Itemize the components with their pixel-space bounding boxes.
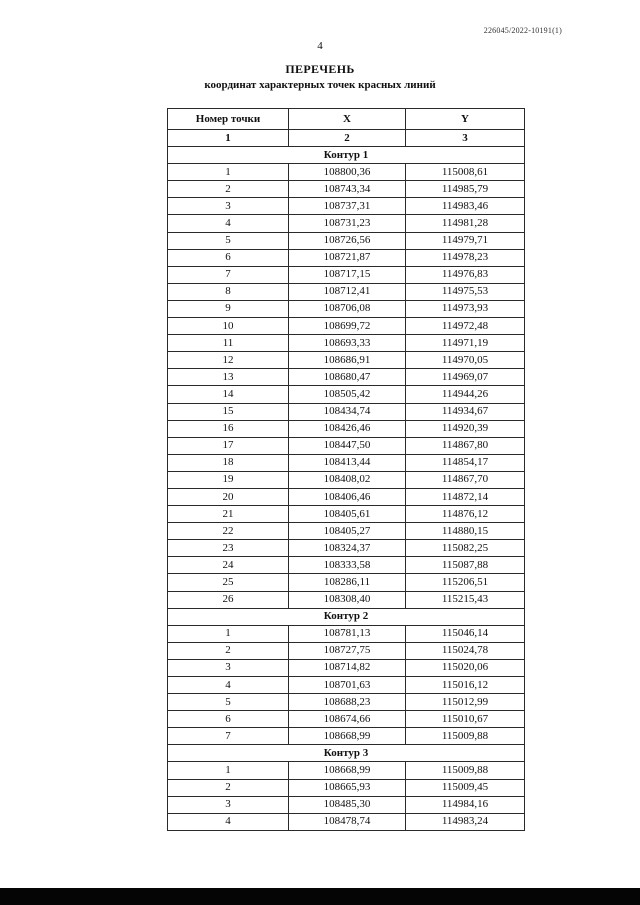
y-coordinate-cell: 114969,07 xyxy=(406,369,525,386)
y-coordinate-cell: 114920,39 xyxy=(406,420,525,437)
y-coordinate-cell: 114944,26 xyxy=(406,386,525,403)
y-coordinate-cell: 115009,88 xyxy=(406,762,525,779)
x-coordinate-cell: 108286,11 xyxy=(289,574,406,591)
x-coordinate-cell: 108408,02 xyxy=(289,471,406,488)
x-coordinate-cell: 108693,33 xyxy=(289,335,406,352)
table-row xyxy=(168,369,525,386)
y-coordinate-cell: 115020,06 xyxy=(406,659,525,676)
contour-label: Контур 2 xyxy=(168,608,525,625)
table-row xyxy=(168,762,525,779)
x-coordinate-cell: 108800,36 xyxy=(289,164,406,181)
x-coordinate-cell: 108714,82 xyxy=(289,659,406,676)
x-coordinate-cell: 108731,23 xyxy=(289,215,406,232)
y-coordinate-cell: 115046,14 xyxy=(406,625,525,642)
table-row xyxy=(168,437,525,454)
point-number-cell: 8 xyxy=(168,283,289,300)
x-coordinate-cell: 108405,61 xyxy=(289,506,406,523)
x-coordinate-cell: 108324,37 xyxy=(289,540,406,557)
x-coordinate-cell: 108434,74 xyxy=(289,403,406,420)
point-number-cell: 23 xyxy=(168,540,289,557)
y-coordinate-cell: 114972,48 xyxy=(406,318,525,335)
contour-label: Контур 3 xyxy=(168,745,525,762)
y-coordinate-cell: 114984,16 xyxy=(406,796,525,813)
point-number-cell: 26 xyxy=(168,591,289,608)
table-row xyxy=(168,813,525,830)
point-number-cell: 3 xyxy=(168,796,289,813)
y-coordinate-cell: 115087,88 xyxy=(406,557,525,574)
point-number-cell: 4 xyxy=(168,215,289,232)
point-number-cell: 13 xyxy=(168,369,289,386)
y-coordinate-cell: 115016,12 xyxy=(406,677,525,694)
coordinates-table xyxy=(167,108,525,831)
x-coordinate-cell: 108665,93 xyxy=(289,779,406,796)
y-coordinate-cell: 115215,43 xyxy=(406,591,525,608)
table-row xyxy=(168,403,525,420)
y-coordinate-cell: 114854,17 xyxy=(406,454,525,471)
x-coordinate-cell: 108668,99 xyxy=(289,728,406,745)
x-coordinate-cell: 108688,23 xyxy=(289,694,406,711)
point-number-cell: 9 xyxy=(168,300,289,317)
x-coordinate-cell: 108674,66 xyxy=(289,711,406,728)
table-row xyxy=(168,386,525,403)
table-row xyxy=(168,181,525,198)
point-number-cell: 24 xyxy=(168,557,289,574)
table-row xyxy=(168,488,525,505)
y-coordinate-cell: 114975,53 xyxy=(406,283,525,300)
point-number-cell: 3 xyxy=(168,198,289,215)
point-number-cell: 5 xyxy=(168,232,289,249)
table-row xyxy=(168,574,525,591)
table-row xyxy=(168,591,525,608)
point-number-cell: 7 xyxy=(168,266,289,283)
x-coordinate-cell: 108701,63 xyxy=(289,677,406,694)
x-coordinate-cell: 108727,75 xyxy=(289,642,406,659)
x-coordinate-cell: 108781,13 xyxy=(289,625,406,642)
x-coordinate-cell: 108333,58 xyxy=(289,557,406,574)
table-row xyxy=(168,642,525,659)
x-coordinate-cell: 108406,46 xyxy=(289,488,406,505)
y-coordinate-cell: 115009,88 xyxy=(406,728,525,745)
y-coordinate-cell: 114983,46 xyxy=(406,198,525,215)
point-number-cell: 21 xyxy=(168,506,289,523)
x-coordinate-cell: 108447,50 xyxy=(289,437,406,454)
column-index-3: 3 xyxy=(406,130,525,147)
y-coordinate-cell: 114867,70 xyxy=(406,471,525,488)
y-coordinate-cell: 115008,61 xyxy=(406,164,525,181)
column-index-1: 1 xyxy=(168,130,289,147)
y-coordinate-cell: 114981,28 xyxy=(406,215,525,232)
y-coordinate-cell: 114973,93 xyxy=(406,300,525,317)
table-body xyxy=(168,130,525,831)
x-coordinate-cell: 108737,31 xyxy=(289,198,406,215)
table-row xyxy=(168,232,525,249)
y-coordinate-cell: 114978,23 xyxy=(406,249,525,266)
y-coordinate-cell: 114985,79 xyxy=(406,181,525,198)
x-coordinate-cell: 108426,46 xyxy=(289,420,406,437)
point-number-cell: 14 xyxy=(168,386,289,403)
table-row xyxy=(168,677,525,694)
point-number-cell: 4 xyxy=(168,677,289,694)
table-row xyxy=(168,796,525,813)
y-coordinate-cell: 114876,12 xyxy=(406,506,525,523)
document-subtitle: координат характерных точек красных линий xyxy=(204,79,436,91)
y-coordinate-cell: 114880,15 xyxy=(406,523,525,540)
y-coordinate-cell: 114983,24 xyxy=(406,813,525,830)
table-row xyxy=(168,625,525,642)
x-coordinate-cell: 108706,08 xyxy=(289,300,406,317)
point-number-cell: 5 xyxy=(168,694,289,711)
table-row xyxy=(168,198,525,215)
point-number-cell: 3 xyxy=(168,659,289,676)
column-index-row xyxy=(168,130,525,147)
x-coordinate-cell: 108712,41 xyxy=(289,283,406,300)
point-number-cell: 25 xyxy=(168,574,289,591)
x-coordinate-cell: 108413,44 xyxy=(289,454,406,471)
table-row xyxy=(168,352,525,369)
x-coordinate-cell: 108743,34 xyxy=(289,181,406,198)
y-coordinate-cell: 114979,71 xyxy=(406,232,525,249)
table-row xyxy=(168,523,525,540)
point-number-cell: 2 xyxy=(168,642,289,659)
column-header-y: Y xyxy=(406,109,525,130)
table-row xyxy=(168,283,525,300)
point-number-cell: 16 xyxy=(168,420,289,437)
point-number-cell: 19 xyxy=(168,471,289,488)
point-number-cell: 7 xyxy=(168,728,289,745)
point-number-cell: 1 xyxy=(168,762,289,779)
table-row xyxy=(168,300,525,317)
x-coordinate-cell: 108686,91 xyxy=(289,352,406,369)
x-coordinate-cell: 108726,56 xyxy=(289,232,406,249)
contour-section-row xyxy=(168,147,525,164)
table-row xyxy=(168,318,525,335)
y-coordinate-cell: 115024,78 xyxy=(406,642,525,659)
point-number-cell: 11 xyxy=(168,335,289,352)
x-coordinate-cell: 108308,40 xyxy=(289,591,406,608)
table-row xyxy=(168,454,525,471)
table-row xyxy=(168,711,525,728)
table-row xyxy=(168,728,525,745)
point-number-cell: 10 xyxy=(168,318,289,335)
table-row xyxy=(168,557,525,574)
x-coordinate-cell: 108680,47 xyxy=(289,369,406,386)
point-number-cell: 4 xyxy=(168,813,289,830)
x-coordinate-cell: 108721,87 xyxy=(289,249,406,266)
y-coordinate-cell: 114976,83 xyxy=(406,266,525,283)
table-row xyxy=(168,659,525,676)
column-header-x: X xyxy=(289,109,406,130)
point-number-cell: 12 xyxy=(168,352,289,369)
table-row xyxy=(168,471,525,488)
x-coordinate-cell: 108478,74 xyxy=(289,813,406,830)
point-number-cell: 6 xyxy=(168,249,289,266)
point-number-cell: 18 xyxy=(168,454,289,471)
y-coordinate-cell: 115206,51 xyxy=(406,574,525,591)
point-number-cell: 22 xyxy=(168,523,289,540)
point-number-cell: 17 xyxy=(168,437,289,454)
table-row xyxy=(168,249,525,266)
column-header-row xyxy=(168,109,525,130)
x-coordinate-cell: 108668,99 xyxy=(289,762,406,779)
table-row xyxy=(168,335,525,352)
scan-edge-bar xyxy=(0,888,640,905)
point-number-cell: 2 xyxy=(168,181,289,198)
point-number-cell: 2 xyxy=(168,779,289,796)
y-coordinate-cell: 114971,19 xyxy=(406,335,525,352)
column-index-2: 2 xyxy=(289,130,406,147)
document-title: ПЕРЕЧЕНЬ xyxy=(285,62,355,76)
x-coordinate-cell: 108485,30 xyxy=(289,796,406,813)
y-coordinate-cell: 114970,05 xyxy=(406,352,525,369)
y-coordinate-cell: 115010,67 xyxy=(406,711,525,728)
table-row xyxy=(168,420,525,437)
table-row xyxy=(168,540,525,557)
x-coordinate-cell: 108717,15 xyxy=(289,266,406,283)
point-number-cell: 1 xyxy=(168,164,289,181)
contour-label: Контур 1 xyxy=(168,147,525,164)
table-row xyxy=(168,506,525,523)
point-number-cell: 15 xyxy=(168,403,289,420)
y-coordinate-cell: 115012,99 xyxy=(406,694,525,711)
y-coordinate-cell: 114934,67 xyxy=(406,403,525,420)
point-number-cell: 6 xyxy=(168,711,289,728)
table-row xyxy=(168,164,525,181)
point-number-cell: 20 xyxy=(168,488,289,505)
page-number: 4 xyxy=(317,40,323,52)
table-row xyxy=(168,694,525,711)
column-header-point-number: Номер точки xyxy=(168,109,289,130)
contour-section-row xyxy=(168,745,525,762)
x-coordinate-cell: 108405,27 xyxy=(289,523,406,540)
table-row xyxy=(168,215,525,232)
document-registration-stamp: 226045/2022-10191(1) xyxy=(483,26,562,35)
contour-section-row xyxy=(168,608,525,625)
y-coordinate-cell: 115009,45 xyxy=(406,779,525,796)
point-number-cell: 1 xyxy=(168,625,289,642)
table-row xyxy=(168,779,525,796)
x-coordinate-cell: 108505,42 xyxy=(289,386,406,403)
y-coordinate-cell: 115082,25 xyxy=(406,540,525,557)
table-header xyxy=(168,109,525,130)
x-coordinate-cell: 108699,72 xyxy=(289,318,406,335)
table-row xyxy=(168,266,525,283)
y-coordinate-cell: 114867,80 xyxy=(406,437,525,454)
y-coordinate-cell: 114872,14 xyxy=(406,488,525,505)
